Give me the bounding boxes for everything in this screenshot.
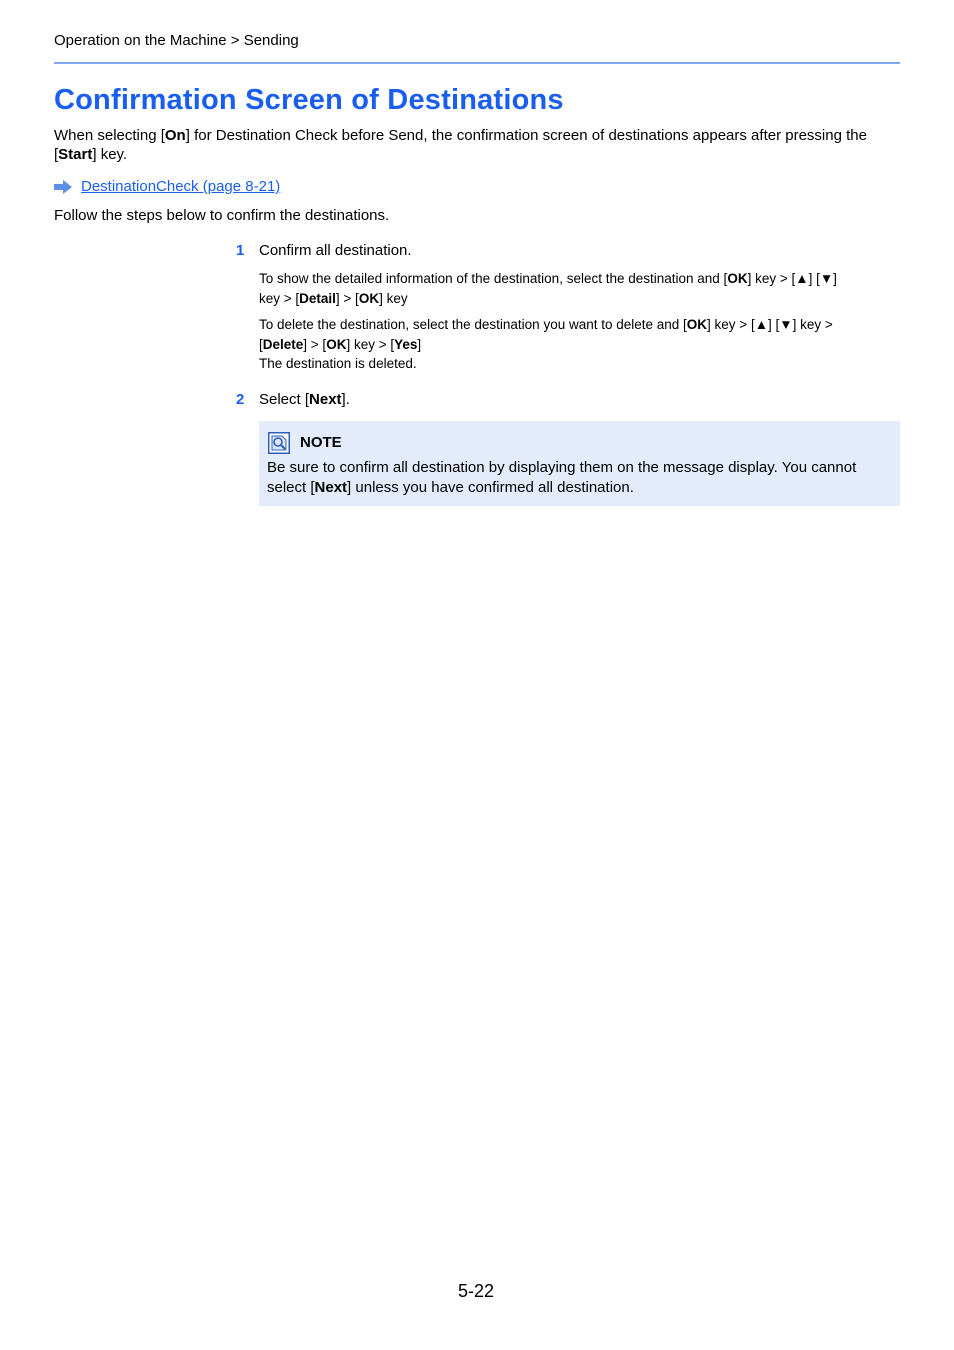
detail-text: ] > [ xyxy=(303,336,327,352)
step-number: 2 xyxy=(236,391,245,408)
intro-text: ] for Destination Check before Send, the confirmation screen of destinations appears after pressing the [ xyxy=(54,127,867,163)
detail-text: To delete the destination, select the destination you want to delete and [ xyxy=(259,317,687,332)
arrow-right-icon xyxy=(54,180,72,194)
detail-text: ] > [ xyxy=(335,290,359,306)
detail-text: ] key > [▲] [▼] key > [ xyxy=(259,317,833,352)
instruction-text: Follow the steps below to confirm the destinations. xyxy=(54,207,390,224)
header-divider xyxy=(54,62,900,64)
key-ok: OK xyxy=(686,317,708,332)
note-text-part: Be sure to confirm all destination by displaying them on the message display. You cannot select [ xyxy=(267,459,857,496)
detail-result: The destination is deleted. xyxy=(259,356,417,371)
intro-key-on: On xyxy=(164,127,186,144)
page-title: Confirmation Screen of Destinations xyxy=(54,84,564,116)
note-text xyxy=(267,458,895,497)
key-ok: OK xyxy=(358,290,380,306)
intro-text: When selecting [ xyxy=(54,127,165,144)
detail-text: ] key > [▲] [▼] key > [ xyxy=(259,271,837,306)
note-title: NOTE xyxy=(300,434,342,451)
key-delete: Delete xyxy=(262,336,304,352)
detail-text: ] key > [ xyxy=(346,336,395,352)
note-text-part: ] unless you have confirmed all destination. xyxy=(347,478,634,496)
intro-text: ] key. xyxy=(92,146,128,163)
step-text: Confirm all destination. xyxy=(259,242,412,259)
step-detail-show xyxy=(259,269,859,308)
key-ok: OK xyxy=(727,271,748,286)
key-yes: Yes xyxy=(394,336,418,352)
intro-paragraph xyxy=(54,126,904,164)
step-text xyxy=(259,390,350,409)
intro-key-start: Start xyxy=(58,146,93,163)
key-detail: Detail xyxy=(299,290,336,306)
page-number: 5-22 xyxy=(458,1281,495,1301)
step-detail-delete xyxy=(259,315,884,374)
key-ok: OK xyxy=(326,336,347,352)
reference-link[interactable]: DestinationCheck (page 8-21) xyxy=(81,178,281,195)
reference-row xyxy=(54,177,280,196)
key-next: Next xyxy=(309,391,342,408)
note-box xyxy=(259,421,900,506)
note-icon xyxy=(268,432,290,454)
detail-text: To show the detailed information of the destination, select the destination and [ xyxy=(259,271,728,286)
step-text-part: ]. xyxy=(341,391,350,408)
detail-text: ] xyxy=(417,336,422,352)
key-next: Next xyxy=(314,478,348,496)
step-text-part: Select [ xyxy=(259,391,310,408)
detail-text: ] key xyxy=(379,290,408,306)
step-number: 1 xyxy=(236,242,245,259)
breadcrumb: Operation on the Machine > Sending xyxy=(54,32,299,49)
